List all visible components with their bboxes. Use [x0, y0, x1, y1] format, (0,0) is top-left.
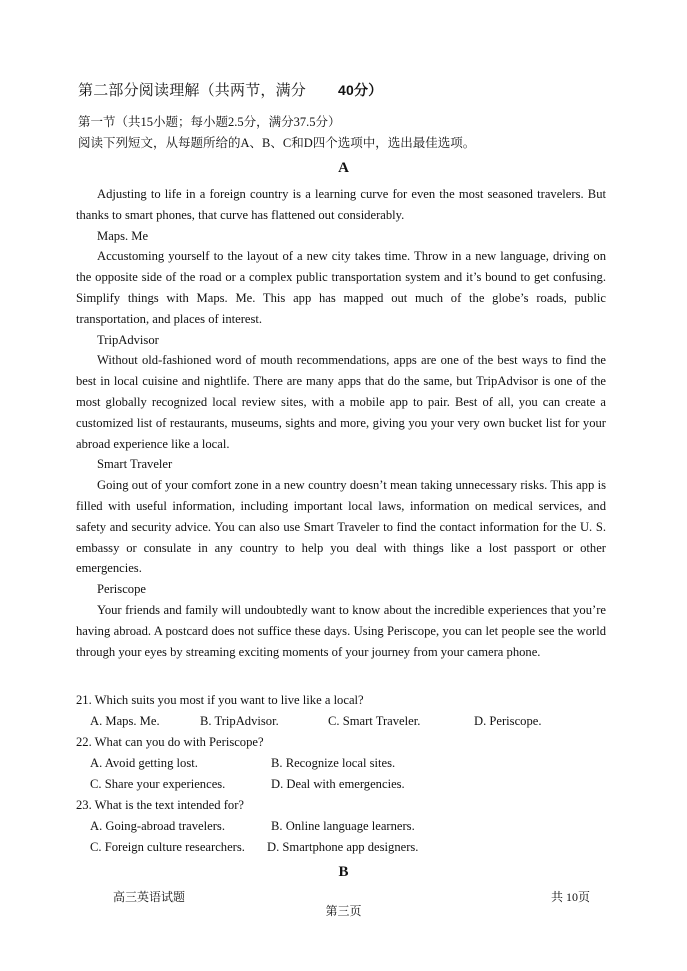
question-22-options-row2 [76, 774, 606, 795]
passage-a [76, 184, 606, 662]
footer-page-number: 第三页 [325, 904, 362, 918]
app-text-tripadvisor: Without old-fashioned word of mouth recommendations, apps are one of the best ways to find the best in local cuisine and nightlife. There are many apps that do the same, but TripAdvisor is one of the most globally recognized local review sites, with a mobile app to pair. Best of all, you can create a customized list of restaurants, museums, sights and more, giving you your very own bucket list for your abroad experience like a local. [76, 353, 606, 451]
questions-a [76, 690, 606, 858]
option-23-d: D. Smartphone app designers. [267, 840, 419, 854]
section-info: 第一节（共15小题；每小题2.5分，满分37.5分） [78, 115, 341, 129]
part-title [78, 79, 382, 100]
option-21-a: A. Maps. Me. [90, 714, 160, 728]
question-22-options-row1 [76, 753, 606, 774]
question-23-options-row2 [76, 837, 606, 858]
app-heading-tripadvisor: TripAdvisor [97, 332, 159, 347]
option-22-a: A. Avoid getting lost. [90, 756, 198, 770]
question-21-stem: 21. Which suits you most if you want to live like a local? [76, 693, 364, 707]
question-22-stem: 22. What can you do with Periscope? [76, 735, 264, 749]
option-23-a: A. Going-abroad travelers. [90, 819, 225, 833]
option-22-d: D. Deal with emergencies. [271, 777, 405, 791]
part-score: 40分） [338, 82, 383, 98]
instructions: 阅读下列短文，从每题所给的A、B、C和D四个选项中，选出最佳选项。 [78, 136, 476, 150]
footer-subject: 高三英语试题 [113, 890, 186, 904]
option-21-c: C. Smart Traveler. [328, 714, 421, 728]
app-heading-smart-traveler: Smart Traveler [97, 457, 173, 472]
option-22-c: C. Share your experiences. [90, 777, 226, 791]
app-heading-maps-me: Maps. Me [97, 228, 149, 243]
question-23-options-row1 [76, 816, 606, 837]
option-22-b: B. Recognize local sites. [271, 756, 396, 770]
section-b-letter: B [338, 864, 349, 880]
part-title-text: 第二部分阅读理解（共两节，满分 [78, 83, 307, 99]
intro-paragraph: Adjusting to life in a foreign country is a learning curve for even the most seasoned travelers. But thanks to smart phones, that curve has flattened out considerably. [76, 187, 606, 222]
question-23-stem: 23. What is the text intended for? [76, 798, 244, 812]
app-text-smart-traveler: Going out of your comfort zone in a new country doesn’t mean taking unnecessary risks. This app is filled with useful information, including important local laws, information on medical services, and safety and security advice. You can also use Smart Traveler to find the contact information for the U. S. embassy or consulate in any country to help you deal with things like a lost passport or other emergencies. [76, 478, 606, 576]
option-23-c: C. Foreign culture researchers. [90, 840, 245, 854]
app-text-periscope: Your friends and family will undoubtedly want to know about the incredible experiences that you’re having abroad. A postcard does not suffice these days. Using Periscope, you can let people see the world through your eyes by streaming exciting moments of your journey from your camera phone. [76, 602, 606, 659]
section-a-letter: A [338, 160, 349, 176]
option-23-b: B. Online language learners. [271, 819, 415, 833]
question-21-options [76, 711, 606, 732]
option-21-b: B. TripAdvisor. [200, 714, 279, 728]
option-21-d: D. Periscope. [474, 714, 542, 728]
footer-total-pages: 共 10页 [551, 890, 591, 904]
app-heading-periscope: Periscope [97, 582, 146, 597]
app-text-maps-me: Accustoming yourself to the layout of a new city takes time. Throw in a new language, driving on the opposite side of the road or a complex public transportation system and it’s bound to get confusing. Simplify things with Maps. Me. This app has mapped out much of the globe’s roads, public transportation, and places of interest. [76, 249, 606, 326]
